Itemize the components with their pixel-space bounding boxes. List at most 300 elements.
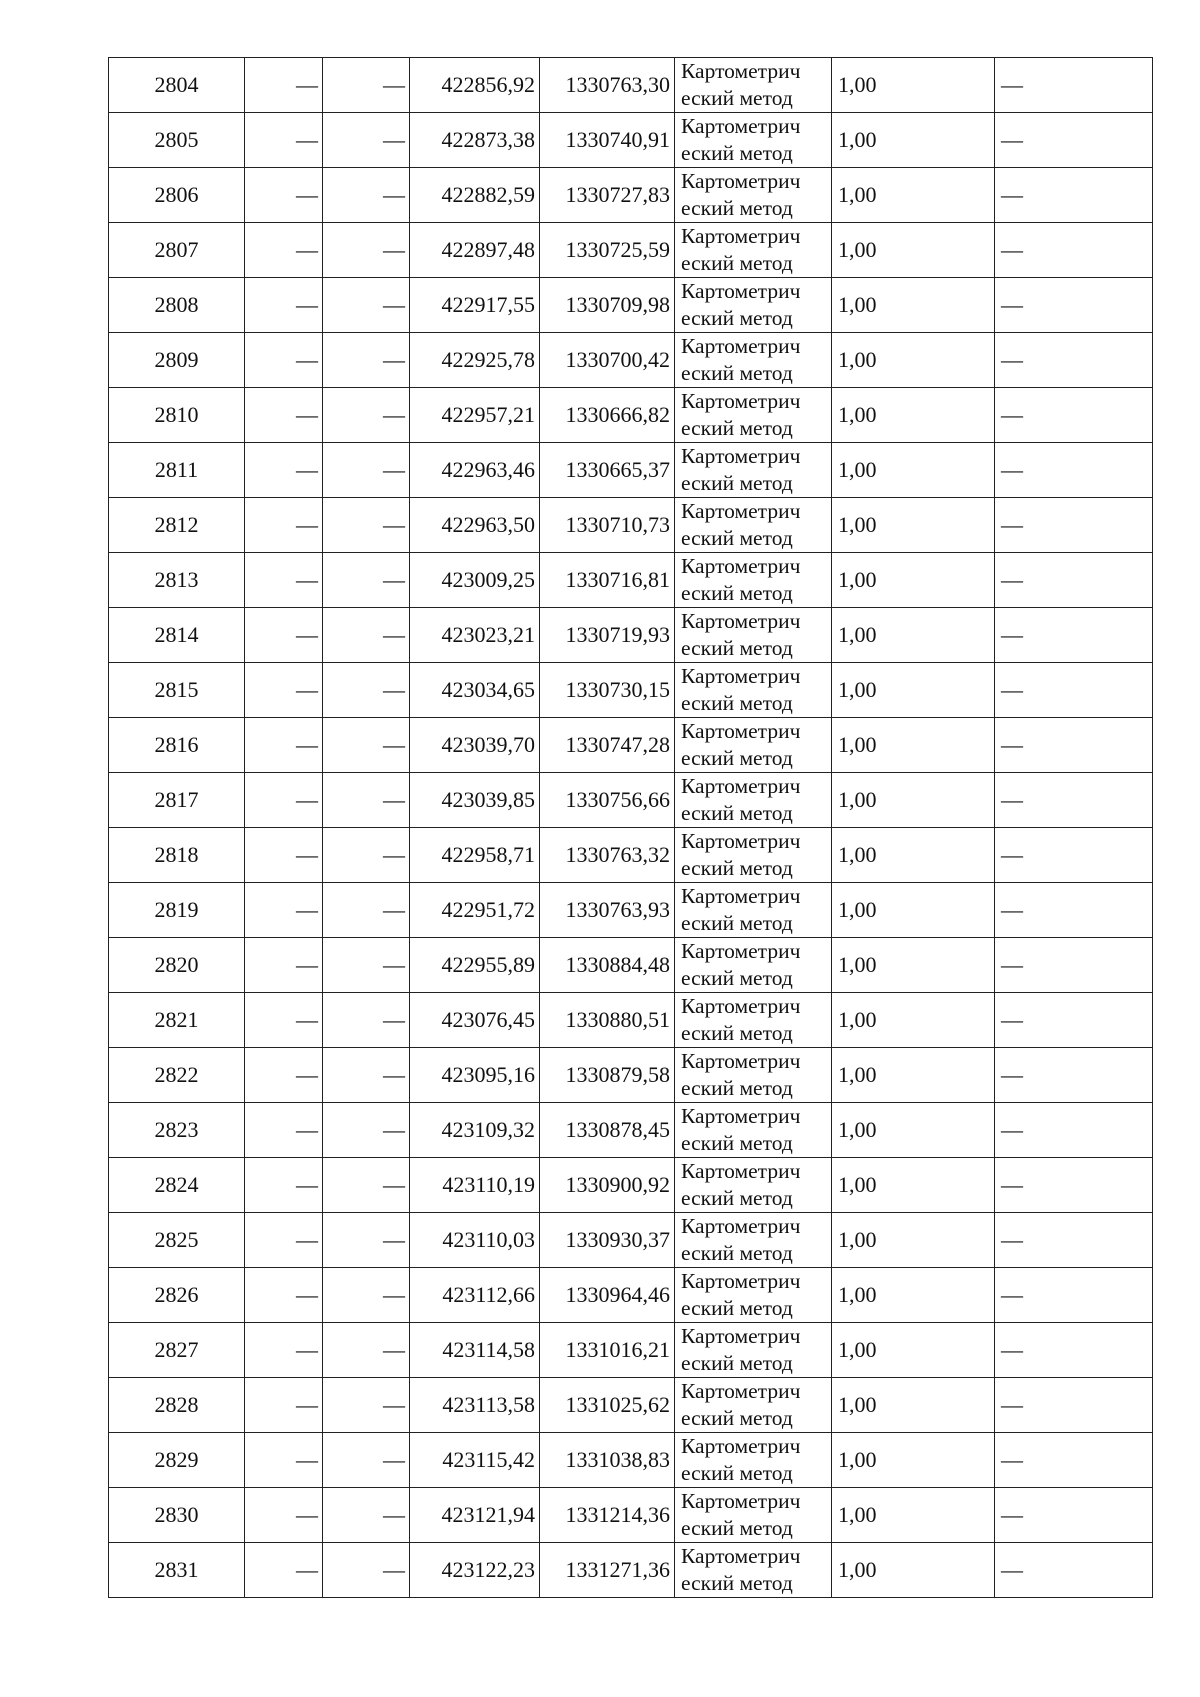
y-coordinate-cell: 1330700,42 [540,333,675,388]
y-coordinate-cell: 1330900,92 [540,1158,675,1213]
method-text-line: Картометрич [681,994,801,1018]
empty-value-cell: — [245,828,323,883]
method-text-line: еский метод [681,1241,793,1265]
method-text-line: Картометрич [681,224,801,248]
method-cell [675,1268,832,1323]
method-cell [675,1048,832,1103]
description-cell: — [995,938,1153,993]
table-row [109,993,1153,1048]
y-coordinate-cell: 1330709,98 [540,278,675,333]
method-cell [675,113,832,168]
table-row [109,1158,1153,1213]
method-text-line: еский метод [681,581,793,605]
table-row [109,1103,1153,1158]
method-cell [675,333,832,388]
accuracy-cell: 1,00 [832,1103,995,1158]
description-cell: — [995,1213,1153,1268]
method-text-line: Картометрич [681,59,801,83]
empty-value-cell: — [323,1433,410,1488]
point-number-cell: 2822 [109,1048,245,1103]
y-coordinate-cell: 1330880,51 [540,993,675,1048]
table-row [109,58,1153,113]
method-cell [675,828,832,883]
method-text-line: еский метод [681,1461,793,1485]
y-coordinate-cell: 1330719,93 [540,608,675,663]
empty-value-cell: — [245,553,323,608]
method-text-line: еский метод [681,691,793,715]
table-row [109,553,1153,608]
table-row [109,1378,1153,1433]
method-text-line: Картометрич [681,1379,801,1403]
empty-value-cell: — [323,828,410,883]
accuracy-cell: 1,00 [832,553,995,608]
method-text-line: еский метод [681,911,793,935]
point-number-cell: 2816 [109,718,245,773]
description-cell: — [995,1048,1153,1103]
accuracy-cell: 1,00 [832,1268,995,1323]
table-row [109,773,1153,828]
point-number-cell: 2820 [109,938,245,993]
method-text-line: еский метод [681,141,793,165]
y-coordinate-cell: 1330725,59 [540,223,675,278]
y-coordinate-cell: 1330763,30 [540,58,675,113]
accuracy-cell: 1,00 [832,1048,995,1103]
table-row [109,1433,1153,1488]
x-coordinate-cell: 423122,23 [410,1543,540,1598]
empty-value-cell: — [245,333,323,388]
method-cell [675,443,832,498]
empty-value-cell: — [245,223,323,278]
point-number-cell: 2808 [109,278,245,333]
y-coordinate-cell: 1331214,36 [540,1488,675,1543]
x-coordinate-cell: 423113,58 [410,1378,540,1433]
accuracy-cell: 1,00 [832,168,995,223]
point-number-cell: 2805 [109,113,245,168]
x-coordinate-cell: 423110,19 [410,1158,540,1213]
method-text-line: Картометрич [681,389,801,413]
x-coordinate-cell: 422917,55 [410,278,540,333]
empty-value-cell: — [245,1323,323,1378]
y-coordinate-cell: 1330756,66 [540,773,675,828]
method-cell [675,1543,832,1598]
method-text-line: Картометрич [681,444,801,468]
y-coordinate-cell: 1331038,83 [540,1433,675,1488]
method-cell [675,1103,832,1158]
y-coordinate-cell: 1331016,21 [540,1323,675,1378]
table-row [109,278,1153,333]
table-row [109,443,1153,498]
method-text-line: Картометрич [681,1214,801,1238]
description-cell: — [995,168,1153,223]
y-coordinate-cell: 1330763,93 [540,883,675,938]
table-row [109,1323,1153,1378]
method-cell [675,168,832,223]
accuracy-cell: 1,00 [832,718,995,773]
empty-value-cell: — [323,498,410,553]
table-row [109,1213,1153,1268]
x-coordinate-cell: 423039,85 [410,773,540,828]
empty-value-cell: — [323,113,410,168]
method-text-line: Картометрич [681,169,801,193]
y-coordinate-cell: 1330879,58 [540,1048,675,1103]
table-row [109,388,1153,443]
point-number-cell: 2829 [109,1433,245,1488]
method-text-line: Картометрич [681,114,801,138]
empty-value-cell: — [245,58,323,113]
method-text-line: еский метод [681,251,793,275]
accuracy-cell: 1,00 [832,333,995,388]
x-coordinate-cell: 422951,72 [410,883,540,938]
empty-value-cell: — [245,1158,323,1213]
empty-value-cell: — [323,168,410,223]
description-cell: — [995,773,1153,828]
method-text-line: Картометрич [681,664,801,688]
description-cell: — [995,828,1153,883]
description-cell: — [995,718,1153,773]
method-text-line: Картометрич [681,554,801,578]
description-cell: — [995,113,1153,168]
y-coordinate-cell: 1330878,45 [540,1103,675,1158]
empty-value-cell: — [245,1213,323,1268]
accuracy-cell: 1,00 [832,113,995,168]
table-row [109,333,1153,388]
description-cell: — [995,1378,1153,1433]
point-number-cell: 2825 [109,1213,245,1268]
method-cell [675,608,832,663]
description-cell: — [995,278,1153,333]
description-cell: — [995,663,1153,718]
empty-value-cell: — [245,938,323,993]
description-cell: — [995,883,1153,938]
accuracy-cell: 1,00 [832,993,995,1048]
method-text-line: Картометрич [681,829,801,853]
table-row [109,828,1153,883]
point-number-cell: 2811 [109,443,245,498]
method-text-line: еский метод [681,526,793,550]
x-coordinate-cell: 423095,16 [410,1048,540,1103]
accuracy-cell: 1,00 [832,58,995,113]
empty-value-cell: — [245,498,323,553]
accuracy-cell: 1,00 [832,1378,995,1433]
description-cell: — [995,388,1153,443]
description-cell: — [995,1543,1153,1598]
accuracy-cell: 1,00 [832,938,995,993]
method-text-line: Картометрич [681,279,801,303]
method-text-line: Картометрич [681,1489,801,1513]
x-coordinate-cell: 423034,65 [410,663,540,718]
method-text-line: еский метод [681,1076,793,1100]
accuracy-cell: 1,00 [832,223,995,278]
point-number-cell: 2815 [109,663,245,718]
empty-value-cell: — [323,1268,410,1323]
empty-value-cell: — [323,278,410,333]
empty-value-cell: — [323,1488,410,1543]
empty-value-cell: — [245,1103,323,1158]
empty-value-cell: — [245,1048,323,1103]
point-number-cell: 2810 [109,388,245,443]
table-row [109,718,1153,773]
method-text-line: еский метод [681,1406,793,1430]
empty-value-cell: — [245,1268,323,1323]
empty-value-cell: — [323,608,410,663]
method-cell [675,938,832,993]
empty-value-cell: — [323,1158,410,1213]
description-cell: — [995,1433,1153,1488]
empty-value-cell: — [323,333,410,388]
x-coordinate-cell: 422925,78 [410,333,540,388]
x-coordinate-cell: 422856,92 [410,58,540,113]
description-cell: — [995,553,1153,608]
y-coordinate-cell: 1330740,91 [540,113,675,168]
empty-value-cell: — [245,1543,323,1598]
empty-value-cell: — [323,1103,410,1158]
x-coordinate-cell: 423039,70 [410,718,540,773]
point-number-cell: 2830 [109,1488,245,1543]
description-cell: — [995,1488,1153,1543]
method-cell [675,553,832,608]
description-cell: — [995,1268,1153,1323]
method-text-line: еский метод [681,86,793,110]
y-coordinate-cell: 1330730,15 [540,663,675,718]
method-text-line: Картометрич [681,334,801,358]
description-cell: — [995,1323,1153,1378]
empty-value-cell: — [323,1048,410,1103]
y-coordinate-cell: 1330710,73 [540,498,675,553]
empty-value-cell: — [245,168,323,223]
method-cell [675,1158,832,1213]
empty-value-cell: — [245,993,323,1048]
method-cell [675,1488,832,1543]
point-number-cell: 2821 [109,993,245,1048]
x-coordinate-cell: 423110,03 [410,1213,540,1268]
empty-value-cell: — [323,1323,410,1378]
accuracy-cell: 1,00 [832,1213,995,1268]
x-coordinate-cell: 422873,38 [410,113,540,168]
table-row [109,1543,1153,1598]
method-cell [675,498,832,553]
point-number-cell: 2826 [109,1268,245,1323]
method-text-line: Картометрич [681,1269,801,1293]
method-cell [675,1378,832,1433]
y-coordinate-cell: 1331271,36 [540,1543,675,1598]
description-cell: — [995,498,1153,553]
x-coordinate-cell: 422955,89 [410,938,540,993]
accuracy-cell: 1,00 [832,883,995,938]
point-number-cell: 2817 [109,773,245,828]
table-row [109,168,1153,223]
table-row [109,1048,1153,1103]
accuracy-cell: 1,00 [832,663,995,718]
empty-value-cell: — [245,663,323,718]
method-text-line: Картометрич [681,499,801,523]
table-row [109,1488,1153,1543]
y-coordinate-cell: 1330964,46 [540,1268,675,1323]
y-coordinate-cell: 1330763,32 [540,828,675,883]
accuracy-cell: 1,00 [832,608,995,663]
table-row [109,1268,1153,1323]
method-cell [675,223,832,278]
point-number-cell: 2827 [109,1323,245,1378]
method-cell [675,1323,832,1378]
empty-value-cell: — [323,1378,410,1433]
method-text-line: еский метод [681,196,793,220]
method-text-line: еский метод [681,856,793,880]
method-text-line: еский метод [681,801,793,825]
method-text-line: еский метод [681,1516,793,1540]
accuracy-cell: 1,00 [832,278,995,333]
empty-value-cell: — [245,608,323,663]
description-cell: — [995,608,1153,663]
x-coordinate-cell: 422897,48 [410,223,540,278]
empty-value-cell: — [323,1213,410,1268]
method-text-line: еский метод [681,1021,793,1045]
table-row [109,663,1153,718]
description-cell: — [995,993,1153,1048]
empty-value-cell: — [323,388,410,443]
empty-value-cell: — [245,773,323,828]
accuracy-cell: 1,00 [832,388,995,443]
description-cell: — [995,333,1153,388]
description-cell: — [995,58,1153,113]
accuracy-cell: 1,00 [832,1323,995,1378]
method-cell [675,883,832,938]
empty-value-cell: — [323,993,410,1048]
x-coordinate-cell: 423076,45 [410,993,540,1048]
method-text-line: еский метод [681,746,793,770]
method-text-line: еский метод [681,1351,793,1375]
accuracy-cell: 1,00 [832,498,995,553]
method-cell [675,663,832,718]
method-text-line: Картометрич [681,774,801,798]
accuracy-cell: 1,00 [832,773,995,828]
y-coordinate-cell: 1331025,62 [540,1378,675,1433]
method-text-line: Картометрич [681,1434,801,1458]
method-text-line: еский метод [681,1571,793,1595]
empty-value-cell: — [323,443,410,498]
point-number-cell: 2814 [109,608,245,663]
method-text-line: Картометрич [681,1544,801,1568]
method-text-line: Картометрич [681,1104,801,1128]
method-cell [675,718,832,773]
x-coordinate-cell: 422882,59 [410,168,540,223]
method-text-line: еский метод [681,966,793,990]
y-coordinate-cell: 1330747,28 [540,718,675,773]
table-row [109,113,1153,168]
point-number-cell: 2824 [109,1158,245,1213]
empty-value-cell: — [323,223,410,278]
method-text-line: Картометрич [681,1159,801,1183]
x-coordinate-cell: 422958,71 [410,828,540,883]
description-cell: — [995,443,1153,498]
empty-value-cell: — [323,883,410,938]
method-cell [675,278,832,333]
x-coordinate-cell: 422963,46 [410,443,540,498]
empty-value-cell: — [323,553,410,608]
table-row [109,938,1153,993]
method-text-line: еский метод [681,471,793,495]
description-cell: — [995,223,1153,278]
empty-value-cell: — [245,1488,323,1543]
y-coordinate-cell: 1330884,48 [540,938,675,993]
accuracy-cell: 1,00 [832,443,995,498]
empty-value-cell: — [245,1433,323,1488]
empty-value-cell: — [323,663,410,718]
x-coordinate-cell: 423023,21 [410,608,540,663]
method-text-line: еский метод [681,416,793,440]
x-coordinate-cell: 422963,50 [410,498,540,553]
x-coordinate-cell: 422957,21 [410,388,540,443]
method-text-line: Картометрич [681,1324,801,1348]
empty-value-cell: — [245,883,323,938]
empty-value-cell: — [245,388,323,443]
method-cell [675,773,832,828]
method-text-line: Картометрич [681,884,801,908]
y-coordinate-cell: 1330727,83 [540,168,675,223]
method-text-line: Картометрич [681,609,801,633]
empty-value-cell: — [323,938,410,993]
empty-value-cell: — [323,1543,410,1598]
accuracy-cell: 1,00 [832,1543,995,1598]
accuracy-cell: 1,00 [832,1488,995,1543]
method-text-line: еский метод [681,1296,793,1320]
method-cell [675,1213,832,1268]
method-text-line: Картометрич [681,1049,801,1073]
y-coordinate-cell: 1330716,81 [540,553,675,608]
description-cell: — [995,1103,1153,1158]
table-body [109,58,1153,1598]
y-coordinate-cell: 1330666,82 [540,388,675,443]
empty-value-cell: — [245,113,323,168]
coordinates-table [108,57,1153,1598]
y-coordinate-cell: 1330930,37 [540,1213,675,1268]
x-coordinate-cell: 423112,66 [410,1268,540,1323]
accuracy-cell: 1,00 [832,1433,995,1488]
description-cell: — [995,1158,1153,1213]
method-cell [675,993,832,1048]
table-row [109,223,1153,278]
point-number-cell: 2819 [109,883,245,938]
x-coordinate-cell: 423009,25 [410,553,540,608]
table-row [109,498,1153,553]
method-text-line: еский метод [681,636,793,660]
empty-value-cell: — [323,718,410,773]
point-number-cell: 2804 [109,58,245,113]
x-coordinate-cell: 423115,42 [410,1433,540,1488]
point-number-cell: 2807 [109,223,245,278]
empty-value-cell: — [245,1378,323,1433]
method-text-line: Картометрич [681,939,801,963]
point-number-cell: 2809 [109,333,245,388]
table-row [109,608,1153,663]
point-number-cell: 2818 [109,828,245,883]
method-text-line: еский метод [681,361,793,385]
empty-value-cell: — [323,773,410,828]
point-number-cell: 2831 [109,1543,245,1598]
point-number-cell: 2828 [109,1378,245,1433]
table-row [109,883,1153,938]
empty-value-cell: — [245,443,323,498]
empty-value-cell: — [245,718,323,773]
empty-value-cell: — [323,58,410,113]
method-text-line: еский метод [681,306,793,330]
x-coordinate-cell: 423109,32 [410,1103,540,1158]
method-text-line: Картометрич [681,719,801,743]
accuracy-cell: 1,00 [832,1158,995,1213]
point-number-cell: 2812 [109,498,245,553]
method-text-line: еский метод [681,1131,793,1155]
x-coordinate-cell: 423121,94 [410,1488,540,1543]
y-coordinate-cell: 1330665,37 [540,443,675,498]
